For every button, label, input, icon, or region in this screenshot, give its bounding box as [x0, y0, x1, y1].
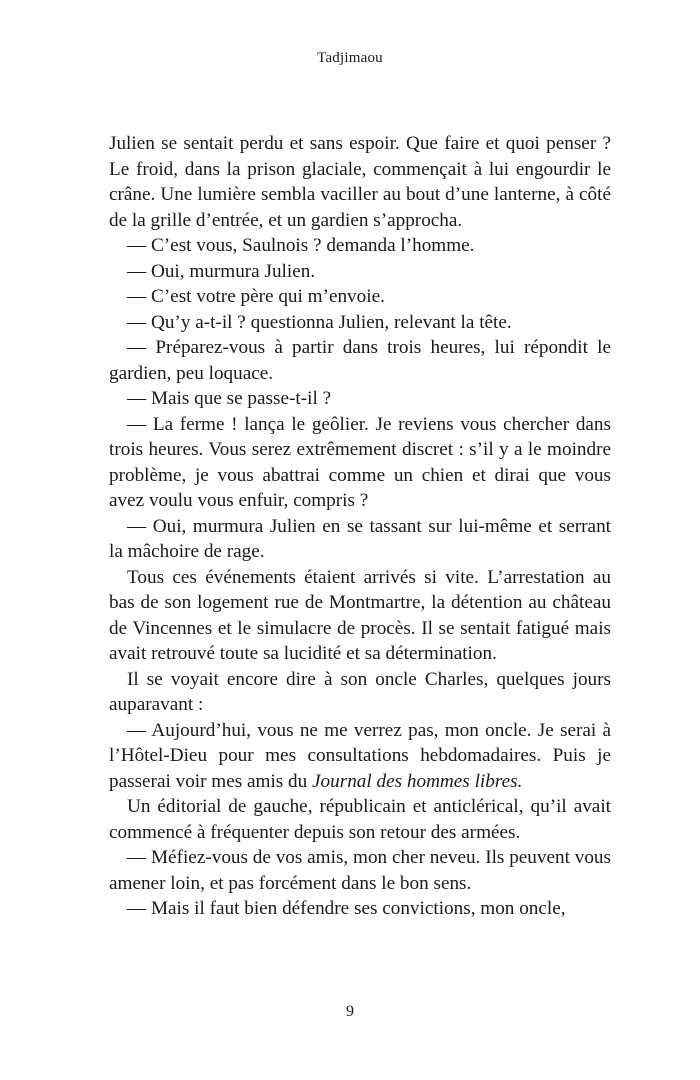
- dialogue-line: — La ferme ! lança le geôlier. Je reviens vous chercher dans trois heures. Vous serez extrêmement discret : s’il y a le moindre problème, je vous abattrai comme un chien et dirai que vous avez voulu vous enfuir, compris ?: [109, 413, 611, 511]
- paragraph: Tous ces événements étaient arrivés si vite. L’arrestation au bas de son logement rue de Montmartre, la détention au château de Vincennes et le simulacre de procès. Il se sentait fatigué mais avait retrouvé toute sa lucidité et sa détermination.: [109, 566, 611, 664]
- paragraph: Julien se sentait perdu et sans espoir. Que faire et quoi penser ? Le froid, dans la prison glaciale, commençait à lui engourdir le crâne. Une lumière sembla vaciller au bout d’une lanterne, à côté de la grille d’entrée, et un gardien s’approcha.: [109, 133, 611, 231]
- paragraph: Il se voyait encore dire à son oncle Charles, quelques jours auparavant :: [109, 668, 611, 715]
- dialogue-line: — Préparez-vous à partir dans trois heures, lui répondit le gardien, peu loquace.: [109, 337, 611, 384]
- paragraph: Un éditorial de gauche, républicain et anticlérical, qu’il avait commencé à fréquenter depuis son retour des armées.: [109, 796, 611, 843]
- body-text: [109, 131, 611, 922]
- page-number: 9: [346, 1003, 354, 1020]
- dialogue-line: — Oui, murmura Julien.: [127, 260, 316, 282]
- running-head: Tadjimaou: [317, 50, 383, 66]
- dialogue-line: — Oui, murmura Julien en se tassant sur lui-même et serrant la mâchoire de rage.: [109, 515, 611, 562]
- dialogue-line: — Mais que se passe-t-il ?: [127, 388, 332, 409]
- dialogue-line: — C’est votre père qui m’envoie.: [127, 286, 385, 307]
- dialogue-line: — Méfiez-vous de vos amis, mon cher neveu. Ils peuvent vous amener loin, et pas forcément dans le bon sens.: [109, 847, 611, 894]
- journal-title: Journal des hommes libres.: [312, 770, 523, 792]
- dialogue-line: [109, 718, 611, 795]
- dialogue-line: — C’est vous, Saulnois ? demanda l’homme.: [127, 235, 475, 256]
- dialogue-text: — Aujourd’hui, vous ne me verrez pas, mon oncle. Je serai à l’Hôtel-Dieu pour mes consultations hebdomadaires. Puis je passerai voir mes amis du: [109, 719, 611, 792]
- dialogue-line: — Mais il faut bien défendre ses convictions, mon oncle,: [127, 898, 566, 919]
- dialogue-line: — Qu’y a-t-il ? questionna Julien, relevant la tête.: [127, 311, 512, 333]
